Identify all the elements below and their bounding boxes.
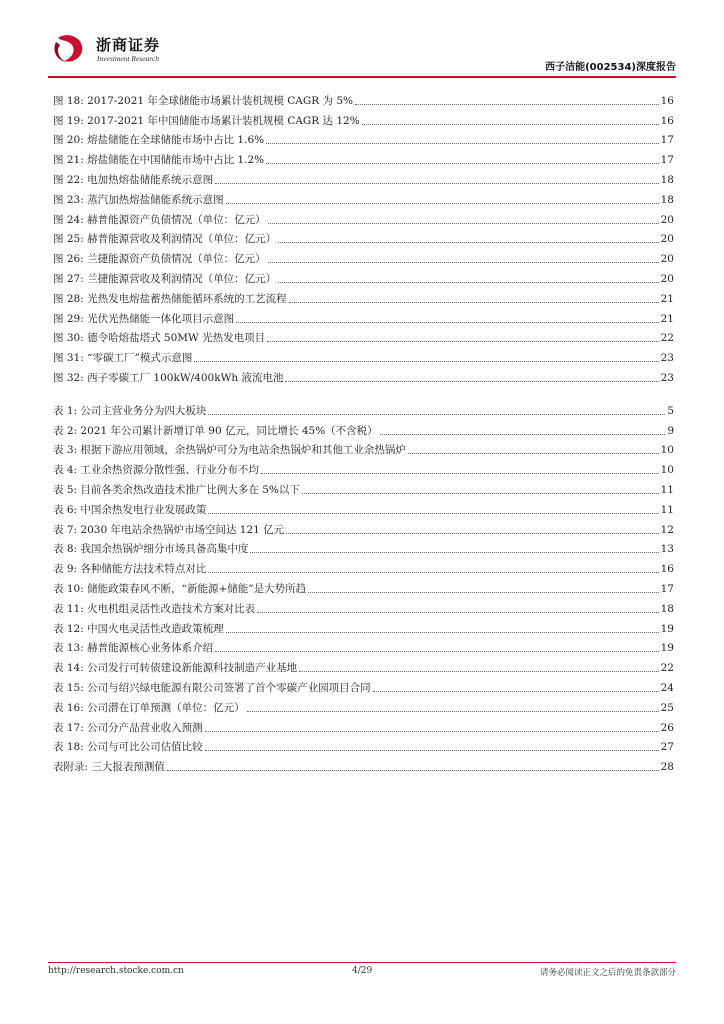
table-entry-title: 公司主营业务分为四大板块	[80, 404, 207, 417]
figure-entry-label	[53, 272, 276, 286]
table-entry[interactable]	[53, 517, 674, 537]
table-entry-label	[53, 721, 203, 735]
figure-entry-label	[53, 153, 264, 167]
table-entry-number: 表 9:	[53, 563, 78, 576]
table-entry[interactable]	[53, 576, 674, 596]
leader-dots	[268, 262, 659, 263]
figure-entry-label	[53, 114, 360, 128]
leader-dots	[167, 770, 659, 771]
table-entry[interactable]	[53, 655, 674, 675]
figure-entry-label	[53, 351, 192, 365]
figure-entry[interactable]	[53, 306, 674, 326]
figure-entry-number: 图 20:	[53, 134, 84, 147]
figure-entry[interactable]	[53, 286, 674, 306]
table-entry-title: 工业余热资源分散性强、行业分布不均	[80, 464, 259, 477]
table-entry-number: 表 15:	[53, 681, 84, 694]
figure-entry-title: 光热发电熔盐蓄热储能循环系统的工艺流程	[87, 292, 287, 305]
leader-dots	[215, 183, 659, 184]
table-entry-title: 公司分产品营业收入预测	[87, 721, 203, 734]
table-entry-page: 10	[660, 464, 674, 477]
table-entry-label	[53, 701, 245, 715]
page-footer	[48, 966, 676, 980]
figure-entry-title: 光伏光热储能一体化项目示意图	[87, 312, 235, 325]
figure-entry-label	[53, 133, 264, 147]
figure-entry-number: 图 28:	[53, 292, 84, 305]
table-entry-label	[53, 483, 300, 497]
figure-entry[interactable]	[53, 227, 674, 247]
leader-dots	[205, 731, 659, 732]
table-entry-label	[53, 641, 213, 655]
figure-entry-page: 23	[660, 352, 674, 365]
leader-dots	[380, 434, 666, 435]
table-entry-page: 22	[660, 662, 674, 675]
table-entry[interactable]	[53, 457, 674, 477]
figure-entry-page: 21	[660, 312, 674, 325]
figure-entry-title: 2017-2021 年中国储能市场累计装机规模 CAGR 达 12%	[87, 114, 360, 127]
table-entry-number: 表 17:	[53, 721, 84, 734]
figure-entry-title: 兰捷能源营收及利润情况（单位：亿元）	[87, 272, 277, 285]
table-entry-title: 赫普能源核心业务体系介绍	[87, 642, 214, 655]
figure-entry[interactable]	[53, 167, 674, 187]
header-divider	[48, 76, 676, 78]
table-entry-title: 中国余热发电行业发展政策	[80, 503, 207, 516]
figure-entry-title: 兰捷能源资产负债情况（单位：亿元）	[87, 253, 266, 266]
table-entry[interactable]	[53, 675, 674, 695]
table-entry[interactable]	[53, 695, 674, 715]
figure-entry-page: 17	[660, 134, 674, 147]
figure-entry-label	[53, 312, 234, 326]
table-entry-number: 表 3:	[53, 444, 78, 457]
figure-entry-label	[53, 252, 266, 266]
figure-entry[interactable]	[53, 88, 674, 108]
leader-dots	[285, 381, 658, 382]
figure-entry-label	[53, 331, 265, 345]
figure-entry-number: 图 21:	[53, 154, 84, 167]
table-entry-number: 表 12:	[53, 622, 84, 635]
table-entry-page: 28	[660, 761, 674, 774]
figure-entry-number: 图 19:	[53, 114, 84, 127]
figure-entry-title: “零碳工厂”模式示意图	[87, 352, 193, 365]
figure-entry-page: 18	[660, 193, 674, 206]
table-entry-title: 根据下游应用领域，余热锅炉可分为电站余热锅炉和其他工业余热锅炉	[80, 444, 406, 457]
table-entry-label	[53, 602, 255, 616]
leader-dots	[362, 124, 659, 125]
table-entry-number: 表 5:	[53, 483, 78, 496]
leader-dots	[266, 163, 659, 164]
leader-dots	[373, 691, 659, 692]
table-entry-title: 储能政策春风不断，“新能源+储能”是大势所趋	[87, 582, 307, 595]
figure-entry-number: 图 24:	[53, 213, 84, 226]
table-entry-label	[53, 404, 206, 418]
leader-dots	[208, 414, 665, 415]
leader-dots	[247, 711, 659, 712]
table-entry-number: 表 10:	[53, 582, 84, 595]
table-entry-number: 表 14:	[53, 662, 84, 675]
table-entry-number: 表附录:	[53, 761, 89, 774]
table-entry[interactable]	[53, 636, 674, 656]
figure-entry-number: 图 25:	[53, 233, 84, 246]
brand-name-cn: 浙商证券	[96, 36, 161, 54]
figure-entry-page: 21	[660, 292, 674, 305]
table-entry-label	[53, 760, 165, 774]
figure-entry[interactable]	[53, 266, 674, 286]
table-entry-label	[53, 463, 259, 477]
footer-url-link[interactable]: http://research.stocke.com.cn	[48, 966, 184, 976]
figure-entry[interactable]	[53, 207, 674, 227]
table-entry-page: 27	[660, 741, 674, 754]
table-entry[interactable]	[53, 398, 674, 418]
figure-entry-title: 赫普能源资产负债情况（单位：亿元）	[87, 213, 266, 226]
figure-entry-title: 熔盐储能在中国储能市场中占比 1.2%	[87, 154, 265, 167]
figure-entry-number: 图 31:	[53, 352, 84, 365]
figure-entry-label	[53, 292, 287, 306]
table-entry-label	[53, 582, 306, 596]
figure-entry-label	[53, 173, 213, 187]
figure-entry-page: 22	[660, 332, 674, 345]
page-number: 4/29	[352, 966, 373, 976]
table-entry-label	[53, 523, 284, 537]
figure-entry[interactable]	[53, 246, 674, 266]
footer-disclaimer: 请务必阅读正文之后的免责条款部分	[539, 968, 676, 978]
figure-entry-number: 图 29:	[53, 312, 84, 325]
figure-entry-number: 图 22:	[53, 173, 84, 186]
figure-entry-title: 德令哈熔盐塔式 50MW 光热发电项目	[87, 332, 266, 345]
table-entry-title: 各种储能方法技术特点对比	[80, 563, 207, 576]
figure-entry-label	[53, 232, 276, 246]
table-entry-title: 公司潜在订单预测（单位：亿元）	[87, 701, 245, 714]
table-entry-label	[53, 562, 206, 576]
table-entry-title: 中国火电灵活性改造政策梳理	[87, 622, 224, 635]
figure-entry-page: 17	[660, 154, 674, 167]
leader-dots	[278, 242, 659, 243]
figure-entry-page: 16	[660, 114, 674, 127]
figure-entry[interactable]	[53, 108, 674, 128]
table-entry[interactable]	[53, 497, 674, 517]
table-entry-label	[53, 622, 224, 636]
leader-dots	[226, 632, 659, 633]
table-entry-number: 表 7:	[53, 523, 78, 536]
table-entry-page: 18	[660, 602, 674, 615]
table-entry-label	[53, 681, 371, 695]
footer-divider	[48, 962, 676, 963]
table-entry[interactable]	[53, 477, 674, 497]
table-entry-page: 25	[660, 701, 674, 714]
leader-dots	[208, 572, 658, 573]
table-entry-number: 表 2:	[53, 424, 78, 437]
table-entry-title: 公司发行可转债建设新能源科技制造产业基地	[87, 662, 298, 675]
table-entry-page: 11	[660, 483, 674, 496]
figure-entry[interactable]	[53, 345, 674, 365]
table-entry-page: 19	[660, 642, 674, 655]
leader-dots	[308, 592, 658, 593]
figure-entry-number: 图 27:	[53, 272, 84, 285]
table-entry[interactable]	[53, 438, 674, 458]
table-entry-number: 表 1:	[53, 404, 78, 417]
table-entry-page: 10	[660, 444, 674, 457]
table-entry-page: 13	[660, 543, 674, 556]
table-entry-label	[53, 503, 206, 517]
figure-entry-page: 16	[660, 94, 674, 107]
leader-dots	[268, 223, 659, 224]
table-entry-page: 16	[660, 563, 674, 576]
figure-entry-label	[53, 371, 283, 385]
table-entry-label	[53, 542, 248, 556]
table-entry-page: 24	[660, 681, 674, 694]
figure-entry-number: 图 32:	[53, 371, 84, 384]
table-entry-title: 2021 年公司累计新增订单 90 亿元，同比增长 45%（不含税）	[80, 424, 378, 437]
leader-dots	[236, 322, 659, 323]
figure-entry-number: 图 23:	[53, 193, 84, 206]
table-entry[interactable]	[53, 616, 674, 636]
figure-entry-number: 图 30:	[53, 332, 84, 345]
figure-entry-title: 电加热熔盐储能系统示意图	[87, 173, 214, 186]
page-header	[48, 28, 676, 74]
table-entry[interactable]	[53, 596, 674, 616]
leader-dots	[267, 341, 658, 342]
leader-dots	[215, 651, 659, 652]
table-entry-title: 目前各类余热改造技术推广比例大多在 5%以下	[80, 483, 300, 496]
zheshang-logo-icon	[52, 34, 86, 64]
leader-dots	[289, 302, 659, 303]
table-entry[interactable]	[53, 556, 674, 576]
report-title: 西子洁能(002534)深度报告	[545, 62, 676, 73]
table-entry-title: 公司与绍兴绿电能源有限公司签署了首个零碳产业园项目合同	[87, 681, 371, 694]
table-entry-page: 11	[660, 503, 674, 516]
figure-entry-page: 20	[660, 253, 674, 266]
leader-dots	[205, 750, 659, 751]
table-entry-title: 火电机组灵活性改造技术方案对比表	[87, 602, 256, 615]
leader-dots	[286, 533, 658, 534]
leader-dots	[408, 453, 659, 454]
table-entry-label	[53, 424, 378, 438]
table-entry-page: 9	[667, 424, 674, 437]
table-entry-title: 三大报表预测值	[91, 761, 165, 774]
figure-entry-label	[53, 193, 224, 207]
table-entry-label	[53, 740, 203, 754]
table-entry[interactable]	[53, 754, 674, 774]
figure-entry-title: 蒸汽加热熔盐储能系统示意图	[87, 193, 224, 206]
table-entry[interactable]	[53, 537, 674, 557]
figure-entry-page: 20	[660, 272, 674, 285]
figure-entry-page: 18	[660, 173, 674, 186]
table-entry-title: 我国余热锅炉细分市场具备高集中度	[80, 543, 249, 556]
figure-entry-label	[53, 94, 353, 108]
table-entry-number: 表 11:	[53, 602, 84, 615]
table-index-list	[53, 398, 674, 774]
figure-entry-title: 熔盐储能在全球储能市场中占比 1.6%	[87, 134, 265, 147]
figure-entry-page: 23	[660, 371, 674, 384]
figure-entry[interactable]	[53, 147, 674, 167]
table-entry-title: 2030 年电站余热锅炉市场空间达 121 亿元	[80, 523, 285, 536]
table-entry-page: 12	[660, 523, 674, 536]
table-entry[interactable]	[53, 418, 674, 438]
leader-dots	[355, 104, 659, 105]
leader-dots	[250, 552, 658, 553]
figure-entry-page: 20	[660, 233, 674, 246]
figure-entry-number: 图 18:	[53, 94, 84, 107]
figure-entry-title: 2017-2021 年全球储能市场累计装机规模 CAGR 为 5%	[87, 94, 354, 107]
figure-entry[interactable]	[53, 128, 674, 148]
table-entry-page: 19	[660, 622, 674, 635]
leader-dots	[226, 203, 659, 204]
leader-dots	[266, 143, 659, 144]
table-entry-number: 表 6:	[53, 503, 78, 516]
table-entry-number: 表 13:	[53, 642, 84, 655]
table-entry-label	[53, 443, 406, 457]
figure-entry-title: 西子零碳工厂 100kW/400kWh 液流电池	[87, 371, 284, 384]
figure-index-list	[53, 88, 674, 385]
leader-dots	[261, 473, 659, 474]
figure-entry-page: 20	[660, 213, 674, 226]
table-entry-title: 公司与可比公司估值比较	[87, 741, 203, 754]
table-entry[interactable]	[53, 735, 674, 755]
table-entry[interactable]	[53, 715, 674, 735]
figure-entry[interactable]	[53, 187, 674, 207]
brand-name-en: Investment Research	[97, 54, 159, 63]
figure-entry-label	[53, 213, 266, 227]
leader-dots	[278, 282, 659, 283]
leader-dots	[194, 361, 658, 362]
leader-dots	[299, 671, 659, 672]
leader-dots	[302, 493, 659, 494]
figure-entry[interactable]	[53, 365, 674, 385]
table-entry-page: 5	[667, 404, 674, 417]
table-entry-page: 26	[660, 721, 674, 734]
figure-entry-title: 赫普能源营收及利润情况（单位：亿元）	[87, 233, 277, 246]
table-entry-page: 17	[660, 582, 674, 595]
table-entry-label	[53, 661, 297, 675]
table-entry-number: 表 4:	[53, 464, 78, 477]
figure-entry[interactable]	[53, 326, 674, 346]
table-entry-number: 表 16:	[53, 701, 84, 714]
table-entry-number: 表 8:	[53, 543, 78, 556]
table-entry-number: 表 18:	[53, 741, 84, 754]
figure-entry-number: 图 26:	[53, 253, 84, 266]
leader-dots	[208, 513, 658, 514]
leader-dots	[257, 612, 659, 613]
